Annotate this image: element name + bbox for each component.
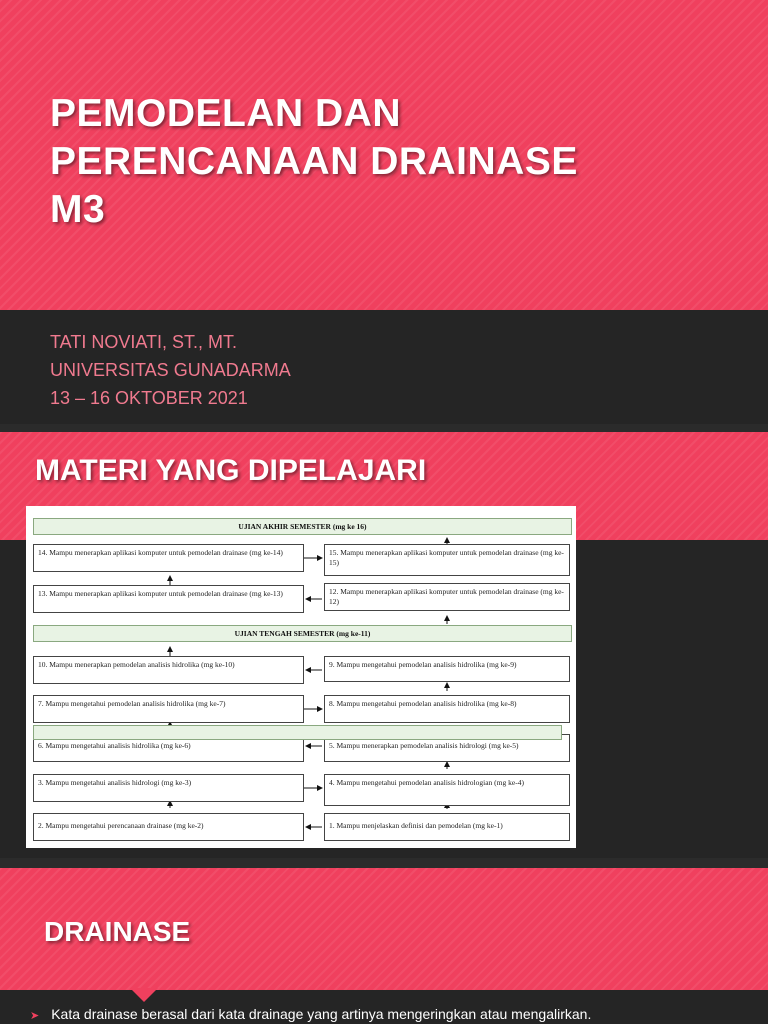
title-line: M3 xyxy=(50,188,106,231)
institution: UNIVERSITAS GUNADARMA xyxy=(50,360,291,380)
highlight-overlay-bar xyxy=(33,725,562,740)
presentation-title xyxy=(50,90,578,234)
title-slide xyxy=(0,0,768,424)
outcome-box-14: 14. Mampu menerapkan aplikasi komputer untuk pemodelan drainase (mg ke-14) xyxy=(33,544,304,572)
outcome-box-8: 8. Mampu mengetahui pemodelan analisis hidrolika (mg ke-8) xyxy=(324,695,570,723)
final-exam-bar: UJIAN AKHIR SEMESTER (mg ke 16) xyxy=(33,518,572,535)
outcome-box-4: 4. Mampu mengetahui pemodelan analisis hidrologian (mg ke-4) xyxy=(324,774,570,806)
presentation-subtitle xyxy=(50,328,291,412)
outcome-box-6: 6. Mampu mengetahui analisis hidrolika (mg ke-6) xyxy=(33,734,304,762)
outcome-box-10: 10. Mampu menerapkan pemodelan analisis hidrolika (mg ke-10) xyxy=(33,656,304,684)
midterm-exam-bar: UJIAN TENGAH SEMESTER (mg ke-11) xyxy=(33,625,572,642)
materials-slide xyxy=(0,432,768,858)
outcome-box-12: 12. Mampu menerapkan aplikasi komputer untuk pemodelan drainase (mg ke-12) xyxy=(324,583,570,611)
title-line: PERENCANAAN DRAINASE xyxy=(50,140,578,183)
band-notch xyxy=(130,988,158,1002)
date: 13 – 16 OKTOBER 2021 xyxy=(50,388,248,408)
author-name: TATI NOVIATI, ST., MT. xyxy=(50,332,238,352)
bullet-arrow-icon: ➤ xyxy=(30,1010,40,1022)
outcome-box-9: 9. Mampu mengetahui pemodelan analisis hidrolika (mg ke-9) xyxy=(324,656,570,682)
slide-title: MATERI YANG DIPELAJARI xyxy=(35,454,427,487)
outcome-box-1: 1. Mampu menjelaskan definisi dan pemodelan (mg ke-1) xyxy=(324,813,570,841)
outcome-box-5: 5. Mampu menerapkan pemodelan analisis hidrologi (mg ke-5) xyxy=(324,734,570,762)
slide-title: DRAINASE xyxy=(44,916,191,947)
bullet-text: Kata drainase berasal dari kata drainage yang artinya mengeringkan atau mengalirkan. xyxy=(51,1006,592,1022)
drainase-slide xyxy=(0,868,768,1024)
learning-flow-diagram xyxy=(26,506,576,848)
outcome-box-3: 3. Mampu mengetahui analisis hidrologi (mg ke-3) xyxy=(33,774,304,802)
outcome-box-2: 2. Mampu mengetahui perencanaan drainase (mg ke-2) xyxy=(33,813,304,841)
bullet-item xyxy=(30,1006,591,1022)
outcome-box-15: 15. Mampu menerapkan aplikasi komputer untuk pemodelan drainase (mg ke-15) xyxy=(324,544,570,576)
title-line: PEMODELAN DAN xyxy=(50,92,402,135)
outcome-box-13: 13. Mampu menerapkan aplikasi komputer untuk pemodelan drainase (mg ke-13) xyxy=(33,585,304,613)
outcome-box-7: 7. Mampu mengetahui pemodelan analisis hidrolika (mg ke-7) xyxy=(33,695,304,723)
